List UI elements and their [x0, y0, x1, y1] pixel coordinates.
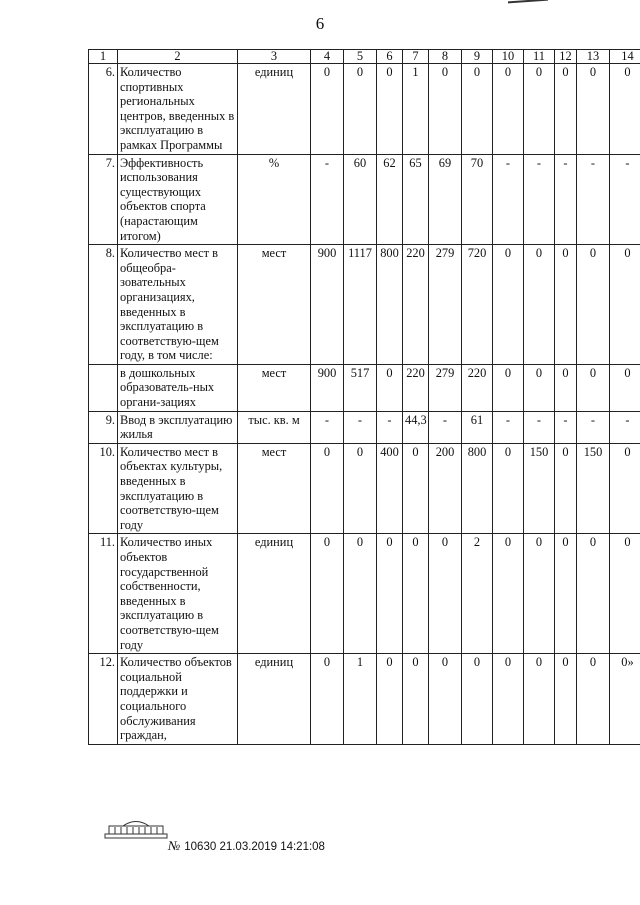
column-header-10: 10 [493, 50, 524, 64]
value-cell: 0 [555, 654, 577, 745]
value-cell: 150 [577, 443, 610, 534]
page-number: 6 [315, 14, 325, 33]
row-index [89, 364, 118, 411]
value-cell: - [524, 154, 555, 245]
value-cell: 0 [429, 534, 462, 654]
value-cell: 1117 [344, 245, 377, 365]
value-cell: - [555, 411, 577, 443]
indicator-name: Ввод в эксплуатацию жилья [118, 411, 238, 443]
table-row [89, 154, 640, 245]
value-cell: 0 [462, 64, 493, 155]
column-header-1: 1 [89, 50, 118, 64]
unit-of-measure: единиц [238, 534, 311, 654]
value-cell: 0 [377, 64, 403, 155]
value-cell: 0 [610, 245, 640, 365]
value-cell: 60 [344, 154, 377, 245]
value-cell: 0 [610, 364, 640, 411]
column-header-13: 13 [577, 50, 610, 64]
column-header-9: 9 [462, 50, 493, 64]
value-cell: 0 [377, 654, 403, 745]
scan-artifact [508, 0, 548, 9]
value-cell: 0 [493, 443, 524, 534]
indicators-table [88, 49, 640, 745]
value-cell: - [493, 411, 524, 443]
value-cell: 0 [344, 64, 377, 155]
row-index: 12. [89, 654, 118, 745]
stamp-number-sign: № [168, 838, 181, 853]
value-cell: - [555, 154, 577, 245]
row-index: 9. [89, 411, 118, 443]
table-row [89, 245, 640, 365]
unit-of-measure: тыс. кв. м [238, 411, 311, 443]
value-cell: 0 [555, 64, 577, 155]
value-cell: 0 [524, 245, 555, 365]
indicator-name: Количество объектов социальной поддержки и социального обслуживания граждан, [118, 654, 238, 745]
column-header-7: 7 [403, 50, 429, 64]
value-cell: 0 [493, 654, 524, 745]
value-cell: - [524, 411, 555, 443]
value-cell: 0 [403, 443, 429, 534]
column-header-3: 3 [238, 50, 311, 64]
row-index: 10. [89, 443, 118, 534]
table-row [89, 411, 640, 443]
value-cell: - [377, 411, 403, 443]
unit-of-measure: мест [238, 364, 311, 411]
table-row [89, 64, 640, 155]
value-cell: 900 [311, 245, 344, 365]
value-cell: 0 [311, 534, 344, 654]
value-cell: 0 [524, 654, 555, 745]
unit-of-measure: единиц [238, 654, 311, 745]
unit-of-measure: % [238, 154, 311, 245]
indicator-name: Количество иных объектов государственной собственности, введенных в эксплуатацию в соответствую-щем году [118, 534, 238, 654]
column-header-4: 4 [311, 50, 344, 64]
column-header-14: 14 [610, 50, 640, 64]
value-cell: 200 [429, 443, 462, 534]
value-cell: 0 [493, 534, 524, 654]
value-cell: 220 [403, 364, 429, 411]
indicator-name: Количество спортивных региональных центров, введенных в эксплуатацию в рамках Программы [118, 64, 238, 155]
value-cell: - [610, 154, 640, 245]
value-cell: 0 [403, 654, 429, 745]
value-cell: 0 [429, 64, 462, 155]
value-cell: 62 [377, 154, 403, 245]
table-row [89, 534, 640, 654]
table-header-row [89, 50, 640, 64]
value-cell: 0 [577, 245, 610, 365]
value-cell: 900 [311, 364, 344, 411]
value-cell: 44,3 [403, 411, 429, 443]
value-cell: 150 [524, 443, 555, 534]
value-cell: 0 [610, 443, 640, 534]
value-cell: - [429, 411, 462, 443]
indicator-name: Эффективность использования существующих объектов спорта (нарастающим итогом) [118, 154, 238, 245]
building-logo-icon [103, 818, 169, 840]
value-cell: 69 [429, 154, 462, 245]
value-cell: 61 [462, 411, 493, 443]
unit-of-measure: мест [238, 443, 311, 534]
column-header-8: 8 [429, 50, 462, 64]
value-cell: 0 [493, 64, 524, 155]
value-cell: 0 [610, 64, 640, 155]
value-cell: 0 [577, 364, 610, 411]
value-cell: 720 [462, 245, 493, 365]
table-row [89, 364, 640, 411]
value-cell: 2 [462, 534, 493, 654]
indicator-name: Количество мест в общеобра-зовательных организациях, введенных в эксплуатацию в соответствую-щем году, в том числе: [118, 245, 238, 365]
value-cell: 279 [429, 364, 462, 411]
registration-stamp [168, 838, 325, 854]
value-cell: 400 [377, 443, 403, 534]
indicator-name: Количество мест в объектах культуры, введенных в эксплуатацию в соответствую-щем году [118, 443, 238, 534]
row-index: 8. [89, 245, 118, 365]
value-cell: 220 [403, 245, 429, 365]
value-cell: - [344, 411, 377, 443]
unit-of-measure: мест [238, 245, 311, 365]
unit-of-measure: единиц [238, 64, 311, 155]
value-cell: 517 [344, 364, 377, 411]
value-cell: 0 [403, 534, 429, 654]
value-cell: - [493, 154, 524, 245]
value-cell: 0 [555, 364, 577, 411]
value-cell: 0 [344, 534, 377, 654]
column-header-6: 6 [377, 50, 403, 64]
value-cell: 65 [403, 154, 429, 245]
value-cell: 800 [377, 245, 403, 365]
value-cell: 800 [462, 443, 493, 534]
value-cell: 0 [577, 654, 610, 745]
row-index: 11. [89, 534, 118, 654]
value-cell: - [610, 411, 640, 443]
value-cell: 0 [610, 534, 640, 654]
value-cell: - [311, 154, 344, 245]
value-cell: 0 [493, 245, 524, 365]
value-cell: 0 [577, 534, 610, 654]
value-cell: 0 [462, 654, 493, 745]
value-cell: 1 [344, 654, 377, 745]
value-cell: - [311, 411, 344, 443]
value-cell: 0 [577, 64, 610, 155]
column-header-5: 5 [344, 50, 377, 64]
value-cell: 220 [462, 364, 493, 411]
value-cell: 0 [555, 443, 577, 534]
value-cell: - [577, 411, 610, 443]
value-cell: 0 [344, 443, 377, 534]
value-cell: 70 [462, 154, 493, 245]
value-cell: 0 [311, 64, 344, 155]
indicator-name: в дошкольных образователь-ных органи-зациях [118, 364, 238, 411]
value-cell: 1 [403, 64, 429, 155]
table-row [89, 443, 640, 534]
value-cell: - [577, 154, 610, 245]
value-cell: 0 [555, 534, 577, 654]
stamp-text: 10630 21.03.2019 14:21:08 [184, 841, 325, 853]
column-header-12: 12 [555, 50, 577, 64]
value-cell: 0 [311, 443, 344, 534]
value-cell: 0 [524, 364, 555, 411]
value-cell: 0 [377, 364, 403, 411]
table-row [89, 654, 640, 745]
value-cell: 0 [311, 654, 344, 745]
value-cell: 279 [429, 245, 462, 365]
value-cell: 0 [493, 364, 524, 411]
row-index: 6. [89, 64, 118, 155]
column-header-2: 2 [118, 50, 238, 64]
value-cell: 0 [555, 245, 577, 365]
value-cell: 0» [610, 654, 640, 745]
column-header-11: 11 [524, 50, 555, 64]
value-cell: 0 [377, 534, 403, 654]
value-cell: 0 [524, 64, 555, 155]
value-cell: 0 [524, 534, 555, 654]
value-cell: 0 [429, 654, 462, 745]
row-index: 7. [89, 154, 118, 245]
